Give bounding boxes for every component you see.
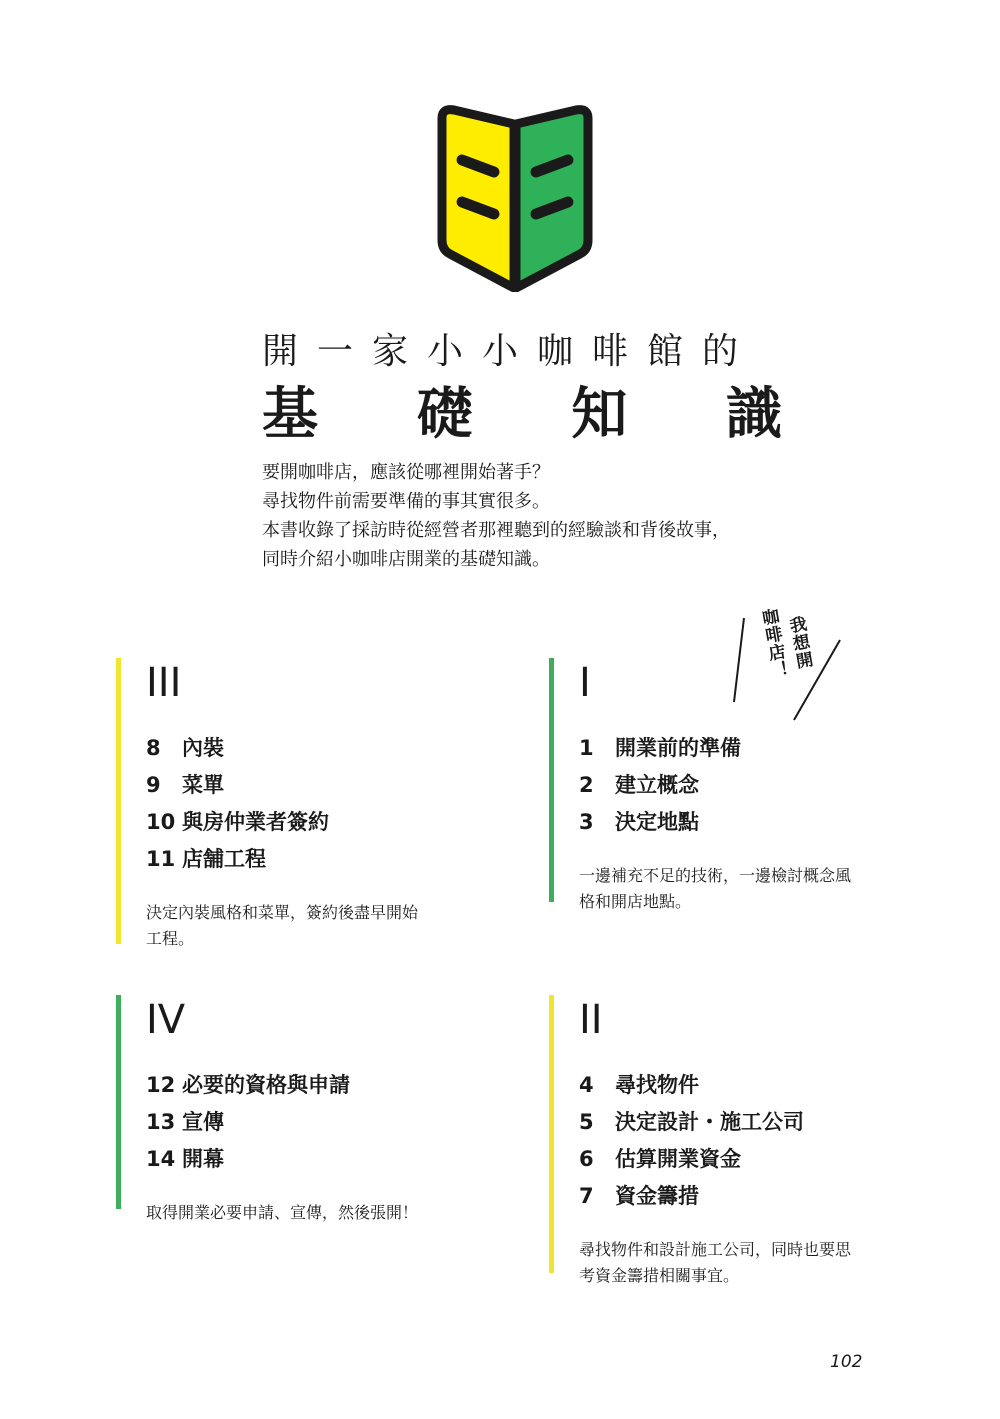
list-item xyxy=(579,767,959,804)
list-item xyxy=(579,1178,959,1215)
chapter-title: 估算開業資金 xyxy=(615,1147,741,1171)
list-item xyxy=(146,804,506,841)
chapter-title: 尋找物件 xyxy=(615,1073,699,1097)
page-number: 102 xyxy=(830,1352,863,1372)
list-item xyxy=(579,1141,959,1178)
chapter-number: 4 xyxy=(579,1073,594,1097)
chapter-number: 6 xyxy=(579,1147,594,1171)
section-bar xyxy=(116,658,121,944)
section-numeral: II xyxy=(579,997,603,1043)
chapter-list xyxy=(146,1067,506,1178)
list-item xyxy=(579,1104,959,1141)
list-item xyxy=(146,730,506,767)
section-description xyxy=(579,1237,959,1289)
list-item xyxy=(146,767,506,804)
section-description xyxy=(146,1200,506,1226)
list-item xyxy=(146,1141,506,1178)
stamp-text-1: 我想開 xyxy=(784,614,814,672)
beginner-book-icon xyxy=(432,104,598,292)
chapter-number: 2 xyxy=(579,773,594,797)
chapter-number: 5 xyxy=(579,1110,594,1134)
title-char: 知 xyxy=(571,382,628,447)
chapter-title: 店舗工程 xyxy=(182,847,266,871)
desc-line: 格和開店地點。 xyxy=(579,892,692,911)
chapter-title: 決定設計・施工公司 xyxy=(615,1110,804,1134)
desc-line: 工程。 xyxy=(146,929,195,948)
section-4 xyxy=(116,995,506,1222)
intro-line: 尋找物件前需要準備的事其實很多。 xyxy=(262,491,550,512)
list-item xyxy=(579,1067,959,1104)
desc-line: 取得開業必要申請、宣傳，然後張開！ xyxy=(146,1203,419,1222)
chapter-number: 7 xyxy=(579,1184,594,1208)
title-char: 識 xyxy=(725,382,782,447)
section-2 xyxy=(549,995,959,1285)
section-numeral: IV xyxy=(146,997,186,1043)
chapter-list xyxy=(579,730,959,841)
chapter-title: 開業前的準備 xyxy=(615,736,741,760)
section-bar xyxy=(549,995,554,1273)
list-item xyxy=(146,841,506,878)
list-item xyxy=(579,730,959,767)
chapter-number: 14 xyxy=(146,1147,176,1171)
chapter-title: 建立概念 xyxy=(615,773,699,797)
chapter-list xyxy=(146,730,506,878)
intro-line: 同時介紹小咖啡店開業的基礎知識。 xyxy=(262,549,550,570)
list-item xyxy=(146,1067,506,1104)
chapter-number: 10 xyxy=(146,810,176,834)
section-1 xyxy=(549,658,959,911)
chapter-number: 8 xyxy=(146,736,161,760)
chapter-title: 宣傳 xyxy=(182,1110,224,1134)
title-char: 礎 xyxy=(416,382,473,447)
desc-line: 決定內裝風格和菜單，簽約後盡早開始 xyxy=(146,903,419,922)
section-description xyxy=(579,863,959,915)
section-description xyxy=(146,900,506,952)
chapter-title: 資金籌措 xyxy=(615,1184,699,1208)
chapter-title: 開幕 xyxy=(182,1147,224,1171)
chapter-title: 必要的資格與申請 xyxy=(182,1073,350,1097)
chapter-number: 13 xyxy=(146,1110,176,1134)
chapter-number: 1 xyxy=(579,736,594,760)
chapter-list xyxy=(579,1067,959,1215)
stamp-text-2: 咖啡店！ xyxy=(756,606,790,682)
chapter-title: 決定地點 xyxy=(615,810,699,834)
chapter-title: 內裝 xyxy=(182,736,224,760)
section-3 xyxy=(116,658,506,948)
chapter-number: 12 xyxy=(146,1073,176,1097)
desc-line: 考資金籌措相關事宜。 xyxy=(579,1266,740,1285)
section-numeral: III xyxy=(146,660,182,706)
section-bar xyxy=(549,658,554,902)
list-item xyxy=(146,1104,506,1141)
desc-line: 一邊補充不足的技術，一邊檢討概念風 xyxy=(579,866,852,885)
page-title xyxy=(262,382,782,448)
intro-line: 本書收錄了採訪時從經營者那裡聽到的經驗談和背後故事， xyxy=(262,520,730,541)
section-numeral: I xyxy=(579,660,591,706)
intro-line: 要開咖啡店，應該從哪裡開始著手？ xyxy=(262,462,550,483)
list-item xyxy=(579,804,959,841)
intro-paragraph xyxy=(262,458,730,574)
title-char: 基 xyxy=(262,382,318,447)
chapter-number: 3 xyxy=(579,810,594,834)
chapter-title: 菜單 xyxy=(182,773,224,797)
section-bar xyxy=(116,995,121,1209)
chapter-number: 9 xyxy=(146,773,161,797)
subtitle: 開一家小小咖啡館的 xyxy=(262,331,758,372)
chapter-number: 11 xyxy=(146,847,176,871)
desc-line: 尋找物件和設計施工公司，同時也要思 xyxy=(579,1240,852,1259)
chapter-title: 與房仲業者簽約 xyxy=(182,810,329,834)
